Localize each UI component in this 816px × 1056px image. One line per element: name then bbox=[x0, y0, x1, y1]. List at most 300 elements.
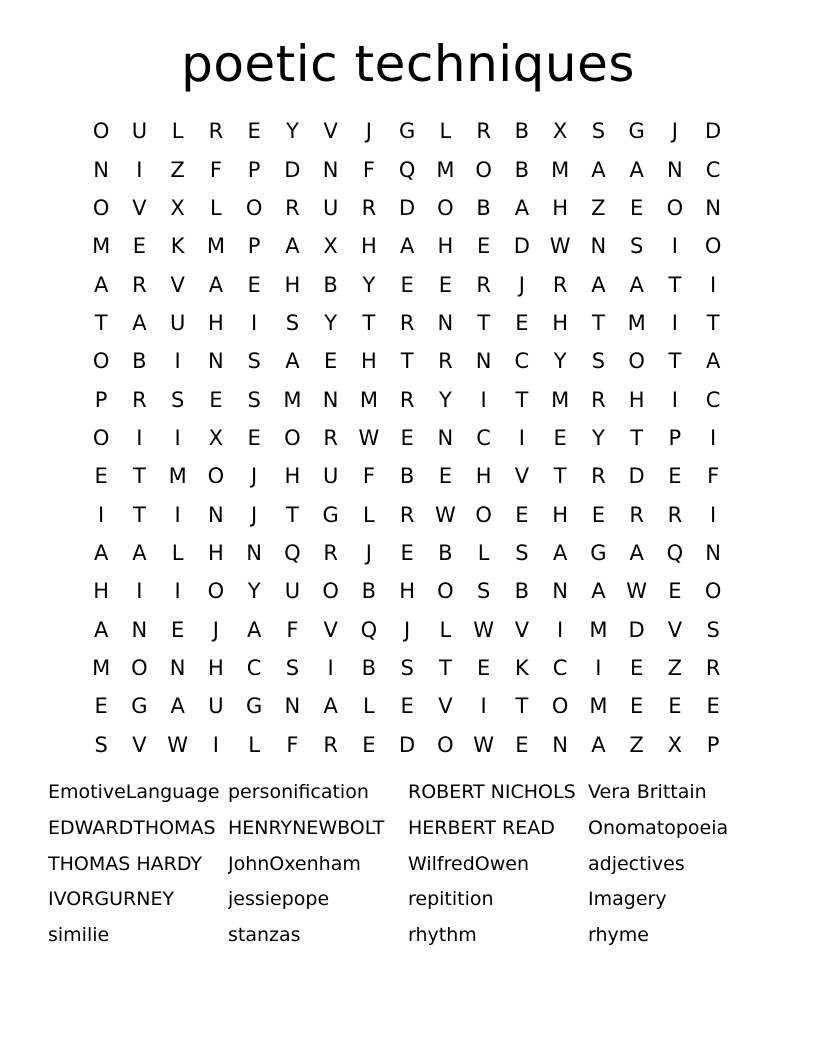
grid-letter: E bbox=[515, 310, 529, 335]
grid-letter: A bbox=[93, 540, 109, 565]
grid-letter: A bbox=[591, 579, 606, 604]
grid-letter: M bbox=[168, 464, 187, 489]
grid-letter: V bbox=[438, 694, 453, 719]
grid-letter: U bbox=[284, 579, 301, 604]
grid-letter: U bbox=[131, 119, 148, 144]
grid-letter: H bbox=[475, 464, 492, 489]
grid-letter: T bbox=[285, 502, 299, 527]
grid-letter: R bbox=[705, 655, 721, 680]
grid-letter: L bbox=[171, 119, 184, 144]
grid-letter: W bbox=[358, 425, 380, 450]
word-list-item: THOMAS HARDY bbox=[48, 852, 203, 875]
page-title: poetic techniques bbox=[181, 35, 635, 93]
grid-letter: I bbox=[136, 425, 143, 450]
grid-letter: N bbox=[475, 349, 492, 374]
grid-letter: A bbox=[591, 272, 606, 297]
grid-letter: U bbox=[322, 195, 339, 220]
grid-letter: R bbox=[208, 119, 224, 144]
grid-letter: I bbox=[518, 425, 525, 450]
word-list-item: Onomatopoeia bbox=[588, 816, 729, 839]
grid-letter: H bbox=[628, 387, 645, 412]
word-list-item: rhyme bbox=[588, 924, 649, 947]
grid-letter: T bbox=[706, 310, 720, 335]
grid-letter: I bbox=[327, 655, 334, 680]
grid-letter: T bbox=[668, 349, 682, 374]
grid-letter: T bbox=[515, 387, 529, 412]
grid-letter: M bbox=[92, 655, 111, 680]
grid-letter: E bbox=[170, 617, 185, 642]
grid-letter: V bbox=[667, 617, 683, 642]
grid-letter: P bbox=[668, 425, 682, 450]
grid-letter: I bbox=[136, 579, 143, 604]
grid-letter: Y bbox=[362, 272, 376, 297]
grid-letter: A bbox=[591, 732, 606, 757]
grid-letter: C bbox=[552, 655, 568, 680]
grid-letter: E bbox=[476, 234, 491, 259]
grid-letter: E bbox=[515, 502, 529, 527]
grid-letter: D bbox=[513, 234, 530, 259]
grid-letter: A bbox=[629, 272, 644, 297]
grid-letter: B bbox=[399, 464, 415, 489]
grid-letter: E bbox=[400, 272, 414, 297]
grid-letter: R bbox=[399, 502, 415, 527]
grid-letter: H bbox=[360, 234, 377, 259]
grid-letter: E bbox=[247, 425, 261, 450]
grid-letter: I bbox=[174, 425, 181, 450]
grid-letter: G bbox=[590, 540, 607, 565]
grid-letter: M bbox=[551, 157, 570, 182]
grid-letter: Z bbox=[170, 157, 185, 182]
grid-letter: Q bbox=[666, 540, 684, 565]
grid-letter: R bbox=[629, 502, 644, 527]
grid-letter: Y bbox=[285, 119, 299, 144]
grid-letter: G bbox=[398, 119, 416, 144]
grid-letter: F bbox=[209, 157, 222, 182]
grid-letter: O bbox=[207, 464, 225, 489]
grid-letter: K bbox=[170, 234, 185, 259]
grid-letter: N bbox=[208, 502, 224, 527]
grid-letter: H bbox=[552, 195, 569, 220]
grid-letter: I bbox=[671, 310, 678, 335]
grid-letter: J bbox=[365, 540, 372, 565]
grid-letter: B bbox=[438, 540, 453, 565]
grid-letter: W bbox=[167, 732, 188, 757]
grid-letter: V bbox=[514, 617, 530, 642]
grid-letter: T bbox=[132, 464, 146, 489]
grid-letter: D bbox=[399, 195, 416, 220]
grid-letter: O bbox=[92, 119, 110, 144]
word-list-item: HERBERT READ bbox=[408, 816, 555, 839]
grid-letter: V bbox=[170, 272, 185, 297]
grid-letter: E bbox=[400, 694, 414, 719]
grid-letter: S bbox=[247, 387, 261, 412]
grid-letter: G bbox=[322, 502, 339, 527]
grid-letter: T bbox=[515, 694, 529, 719]
grid-letter: J bbox=[251, 502, 258, 527]
grid-letter: N bbox=[284, 694, 301, 719]
grid-letter: E bbox=[668, 464, 682, 489]
grid-letter: R bbox=[591, 387, 606, 412]
grid-letter: E bbox=[476, 655, 491, 680]
grid-letter: A bbox=[552, 540, 568, 565]
grid-letter: O bbox=[92, 425, 110, 450]
grid-letter: T bbox=[438, 655, 452, 680]
grid-letter: T bbox=[553, 464, 567, 489]
grid-letter: O bbox=[437, 732, 454, 757]
grid-letter: E bbox=[591, 502, 606, 527]
grid-letter: N bbox=[437, 425, 454, 450]
word-list-item: EDWARDTHOMAS bbox=[48, 816, 216, 839]
grid-letter: A bbox=[208, 272, 224, 297]
grid-letter: H bbox=[93, 579, 110, 604]
grid-letter: N bbox=[93, 157, 109, 182]
grid-letter: S bbox=[170, 387, 185, 412]
grid-letter: I bbox=[136, 157, 143, 182]
word-list-item: similie bbox=[48, 924, 110, 947]
grid-letter: V bbox=[514, 464, 530, 489]
grid-letter: R bbox=[323, 425, 338, 450]
grid-letter: E bbox=[629, 195, 644, 220]
grid-letter: L bbox=[439, 617, 452, 642]
grid-letter: E bbox=[706, 694, 720, 719]
grid-letter: C bbox=[705, 387, 721, 412]
grid-letter: S bbox=[285, 655, 300, 680]
grid-letter: E bbox=[132, 234, 147, 259]
grid-letter: B bbox=[514, 157, 530, 182]
grid-letter: F bbox=[286, 617, 299, 642]
grid-letter: Z bbox=[629, 732, 644, 757]
grid-letter: M bbox=[206, 234, 225, 259]
grid-letter: D bbox=[284, 157, 301, 182]
grid-letter: R bbox=[667, 502, 683, 527]
grid-letter: U bbox=[208, 694, 224, 719]
grid-letter: H bbox=[552, 502, 569, 527]
grid-letter: N bbox=[208, 349, 224, 374]
grid-letter: I bbox=[480, 387, 487, 412]
word-list-item: stanzas bbox=[228, 924, 301, 947]
grid-letter: M bbox=[359, 387, 378, 412]
grid-letter: Z bbox=[591, 195, 606, 220]
grid-letter: H bbox=[207, 540, 224, 565]
grid-letter: A bbox=[323, 694, 338, 719]
grid-letter: C bbox=[476, 425, 491, 450]
grid-letter: L bbox=[248, 732, 260, 757]
grid-letter: D bbox=[399, 732, 416, 757]
grid-letter: S bbox=[591, 349, 606, 374]
word-list-item: HENRYNEWBOLT bbox=[228, 816, 385, 839]
grid-letter: E bbox=[438, 272, 453, 297]
grid-letter: R bbox=[552, 272, 568, 297]
grid-letter: G bbox=[245, 694, 263, 719]
grid-letter: M bbox=[589, 617, 608, 642]
grid-letter: I bbox=[671, 234, 678, 259]
grid-letter: A bbox=[705, 349, 721, 374]
grid-letter: N bbox=[437, 310, 454, 335]
grid-letter: T bbox=[132, 502, 146, 527]
grid-letter: I bbox=[98, 502, 105, 527]
letter-grid bbox=[82, 112, 734, 764]
grid-letter: C bbox=[246, 655, 262, 680]
grid-letter: N bbox=[322, 387, 339, 412]
grid-letter: J bbox=[671, 119, 678, 144]
grid-letter: A bbox=[93, 617, 109, 642]
grid-letter: A bbox=[399, 234, 415, 259]
grid-letter: A bbox=[591, 157, 606, 182]
grid-letter: T bbox=[94, 310, 108, 335]
grid-letter: I bbox=[174, 579, 181, 604]
grid-letter: V bbox=[132, 732, 147, 757]
grid-letter: E bbox=[629, 694, 644, 719]
grid-letter: O bbox=[551, 694, 569, 719]
grid-letter: M bbox=[551, 387, 570, 412]
word-list-item: personification bbox=[228, 781, 369, 803]
grid-letter: C bbox=[705, 157, 721, 182]
grid-letter: E bbox=[94, 464, 108, 489]
grid-letter: D bbox=[628, 617, 645, 642]
grid-letter: G bbox=[628, 119, 645, 144]
grid-letter: N bbox=[590, 234, 607, 259]
word-list-item: repitition bbox=[408, 888, 494, 911]
word-list-item: IVORGURNEY bbox=[48, 888, 175, 911]
grid-letter: S bbox=[285, 310, 300, 335]
grid-letter: I bbox=[174, 502, 181, 527]
grid-letter: A bbox=[285, 234, 300, 259]
grid-letter: S bbox=[94, 732, 108, 757]
grid-letter: M bbox=[627, 310, 646, 335]
grid-letter: N bbox=[552, 732, 568, 757]
grid-letter: S bbox=[400, 655, 414, 680]
grid-letter: I bbox=[557, 617, 564, 642]
grid-letter: N bbox=[169, 655, 186, 680]
grid-letter: X bbox=[208, 425, 224, 450]
grid-letter: A bbox=[514, 195, 530, 220]
grid-letter: I bbox=[710, 272, 717, 297]
grid-letter: Z bbox=[667, 655, 683, 680]
grid-letter: H bbox=[360, 349, 377, 374]
grid-letter: J bbox=[518, 272, 525, 297]
grid-letter: F bbox=[707, 464, 720, 489]
grid-letter: I bbox=[174, 349, 181, 374]
grid-letter: P bbox=[706, 732, 720, 757]
grid-letter: J bbox=[212, 617, 219, 642]
grid-letter: I bbox=[212, 732, 219, 757]
grid-letter: L bbox=[171, 540, 184, 565]
grid-letter: O bbox=[131, 655, 148, 680]
grid-letter: V bbox=[323, 119, 338, 144]
grid-letter: Y bbox=[247, 579, 261, 604]
grid-letter: N bbox=[131, 617, 148, 642]
word-list-item: jessiepope bbox=[228, 888, 330, 911]
grid-letter: Q bbox=[360, 617, 378, 642]
grid-letter: A bbox=[132, 310, 147, 335]
grid-letter: E bbox=[400, 425, 414, 450]
grid-letter: E bbox=[247, 272, 261, 297]
word-list-item: WilfredOwen bbox=[408, 852, 529, 875]
grid-letter: O bbox=[207, 579, 225, 604]
grid-letter: O bbox=[704, 234, 722, 259]
grid-letter: I bbox=[251, 310, 258, 335]
grid-letter: L bbox=[477, 540, 490, 565]
grid-letter: D bbox=[705, 119, 722, 144]
grid-letter: R bbox=[591, 464, 606, 489]
grid-letter: X bbox=[667, 732, 683, 757]
grid-letter: T bbox=[591, 310, 605, 335]
grid-letter: L bbox=[210, 195, 222, 220]
grid-letter: T bbox=[362, 310, 376, 335]
grid-letter: X bbox=[552, 119, 568, 144]
grid-letter: N bbox=[552, 579, 568, 604]
grid-letter: B bbox=[514, 119, 530, 144]
grid-letter: N bbox=[705, 540, 721, 565]
word-list-item: Vera Brittain bbox=[588, 781, 707, 803]
grid-letter: E bbox=[668, 694, 682, 719]
grid-letter: E bbox=[629, 655, 644, 680]
grid-letter: I bbox=[710, 425, 717, 450]
grid-letter: V bbox=[323, 617, 338, 642]
grid-letter: O bbox=[437, 579, 454, 604]
grid-letter: R bbox=[323, 732, 338, 757]
grid-letter: S bbox=[591, 119, 606, 144]
grid-letter: N bbox=[667, 157, 683, 182]
grid-letter: I bbox=[595, 655, 602, 680]
grid-letter: R bbox=[399, 310, 415, 335]
grid-letter: B bbox=[361, 579, 377, 604]
grid-letter: O bbox=[628, 349, 645, 374]
grid-letter: A bbox=[629, 540, 644, 565]
grid-letter: S bbox=[476, 579, 491, 604]
grid-letter: E bbox=[515, 732, 529, 757]
grid-letter: R bbox=[476, 119, 491, 144]
grid-letter: H bbox=[552, 310, 569, 335]
grid-letter: T bbox=[477, 310, 491, 335]
grid-letter: M bbox=[436, 157, 455, 182]
grid-letter: S bbox=[247, 349, 261, 374]
grid-letter: R bbox=[399, 387, 415, 412]
grid-letter: X bbox=[323, 234, 338, 259]
grid-letter: N bbox=[322, 157, 339, 182]
grid-letter: R bbox=[476, 272, 491, 297]
grid-letter: O bbox=[284, 425, 301, 450]
grid-letter: M bbox=[589, 694, 608, 719]
grid-letter: H bbox=[207, 655, 224, 680]
grid-letter: N bbox=[705, 195, 721, 220]
grid-letter: D bbox=[628, 464, 645, 489]
grid-letter: O bbox=[475, 157, 492, 182]
grid-letter: B bbox=[361, 655, 377, 680]
grid-letter: R bbox=[438, 349, 453, 374]
grid-letter: A bbox=[132, 540, 147, 565]
grid-letter: N bbox=[246, 540, 262, 565]
grid-letter: E bbox=[362, 732, 376, 757]
grid-letter: R bbox=[132, 272, 147, 297]
word-list-item: rhythm bbox=[408, 924, 477, 947]
grid-letter: H bbox=[437, 234, 454, 259]
word-list-item: JohnOxenham bbox=[228, 852, 361, 875]
grid-letter: S bbox=[629, 234, 644, 259]
grid-letter: W bbox=[434, 502, 456, 527]
grid-letter: Y bbox=[438, 387, 452, 412]
grid-letter: B bbox=[514, 579, 530, 604]
grid-letter: W bbox=[473, 617, 494, 642]
word-list-item: adjectives bbox=[588, 852, 685, 875]
grid-letter: J bbox=[251, 464, 258, 489]
grid-letter: T bbox=[400, 349, 414, 374]
grid-letter: B bbox=[132, 349, 147, 374]
grid-letter: E bbox=[323, 349, 338, 374]
grid-letter: I bbox=[710, 502, 717, 527]
grid-letter: W bbox=[626, 579, 647, 604]
grid-letter: E bbox=[209, 387, 223, 412]
grid-letter: T bbox=[668, 272, 682, 297]
grid-letter: Y bbox=[553, 349, 567, 374]
grid-letter: L bbox=[363, 502, 375, 527]
grid-letter: Y bbox=[591, 425, 605, 450]
grid-letter: Y bbox=[324, 310, 338, 335]
grid-letter: W bbox=[549, 234, 571, 259]
grid-letter: H bbox=[207, 310, 224, 335]
grid-letter: O bbox=[322, 579, 339, 604]
grid-letter: W bbox=[473, 732, 494, 757]
grid-letter: K bbox=[514, 655, 529, 680]
grid-letter: O bbox=[92, 349, 110, 374]
grid-letter: J bbox=[365, 119, 372, 144]
grid-letter: B bbox=[476, 195, 491, 220]
grid-letter: O bbox=[475, 502, 492, 527]
grid-letter: E bbox=[400, 540, 414, 565]
grid-letter: F bbox=[362, 464, 375, 489]
grid-letter: U bbox=[322, 464, 339, 489]
grid-letter: O bbox=[666, 195, 684, 220]
grid-letter: F bbox=[362, 157, 375, 182]
grid-letter: Q bbox=[284, 540, 301, 565]
word-list-item: ROBERT NICHOLS bbox=[408, 781, 576, 803]
grid-letter: B bbox=[323, 272, 338, 297]
word-list-item: EmotiveLanguage bbox=[48, 781, 220, 803]
grid-letter: O bbox=[437, 195, 454, 220]
grid-letter: A bbox=[170, 694, 185, 719]
grid-letter: H bbox=[399, 579, 416, 604]
grid-letter: E bbox=[94, 694, 108, 719]
grid-letter: J bbox=[404, 617, 411, 642]
grid-letter: A bbox=[285, 349, 300, 374]
grid-letter: A bbox=[246, 617, 262, 642]
grid-letter: C bbox=[514, 349, 530, 374]
grid-letter: S bbox=[515, 540, 529, 565]
grid-letter: R bbox=[285, 195, 300, 220]
grid-letter: M bbox=[283, 387, 302, 412]
grid-letter: A bbox=[93, 272, 109, 297]
word-list-item: Imagery bbox=[588, 888, 667, 911]
grid-letter: V bbox=[132, 195, 147, 220]
grid-letter: P bbox=[247, 234, 261, 259]
grid-letter: E bbox=[247, 119, 261, 144]
grid-letter: Q bbox=[398, 157, 416, 182]
grid-letter: E bbox=[438, 464, 453, 489]
grid-letter: P bbox=[247, 157, 261, 182]
grid-letter: G bbox=[131, 694, 148, 719]
grid-letter: E bbox=[668, 579, 682, 604]
grid-letter: M bbox=[92, 234, 111, 259]
grid-letter: X bbox=[170, 195, 185, 220]
grid-letter: E bbox=[553, 425, 567, 450]
grid-letter: T bbox=[630, 425, 644, 450]
grid-letter: O bbox=[245, 195, 263, 220]
grid-letter: O bbox=[92, 195, 110, 220]
grid-letter: I bbox=[480, 694, 487, 719]
grid-letter: I bbox=[671, 387, 678, 412]
grid-letter: U bbox=[169, 310, 186, 335]
grid-letter: P bbox=[94, 387, 108, 412]
